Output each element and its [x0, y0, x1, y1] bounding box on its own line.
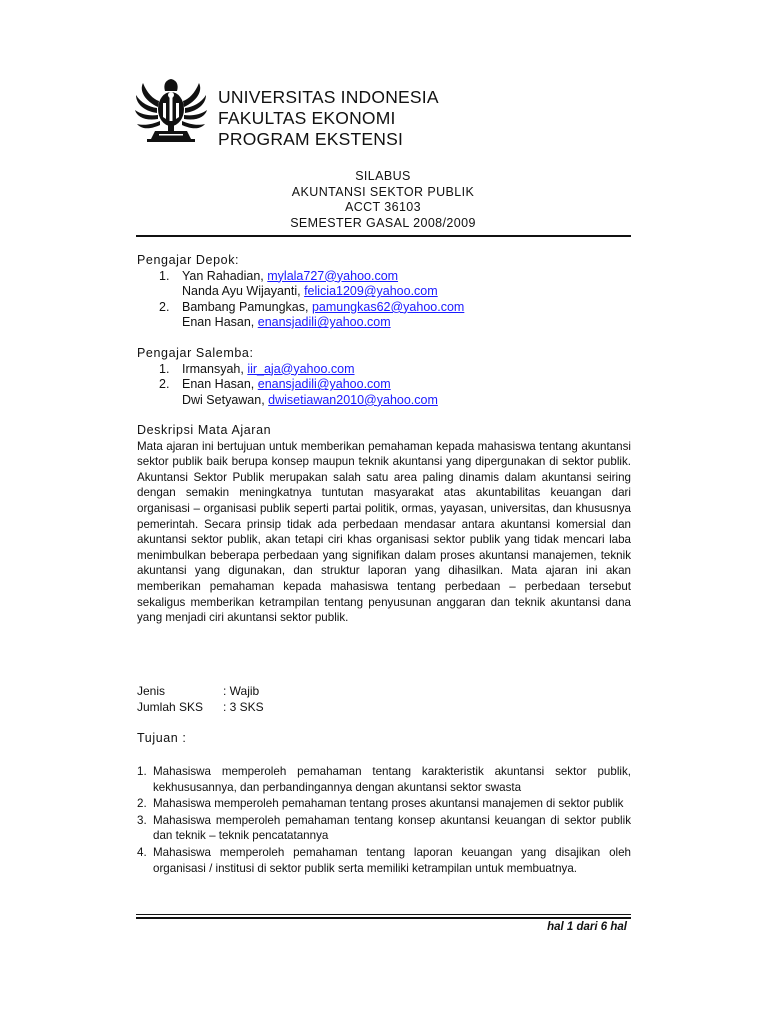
email-link[interactable]: iir_aja@yahoo.com: [247, 361, 355, 376]
goal-text: Mahasiswa memperoleh pemahaman tentang konsep akuntansi keuangan di sektor publik dan teknik – teknik pencatatannya: [153, 813, 631, 843]
description-body: Mata ajaran ini bertujuan untuk memberikan pemahaman kepada mahasiswa tentang akuntansi sektor publik baik berupa konsep maupun teknik akuntansi yang dipergunakan di sektor publik. Akuntansi Sektor Publik merupakan salah satu area paling dinamis dalam akuntansi seiring dengan semakin meningkatnya tuntutan masyarakat atas akuntabilitas keuangan dari organisasi – organisasi publik seperti partai politik, ormas, yayasan, universitas, dan khususnya pemerintah. Secara prinsip tidak ada perbedaan mendasar antara akuntansi komersial dan akuntansi sektor publik, akan tetapi ciri khas organisasi sektor publik yang tidak mencari laba menimbulkan beberapa perbedaan yang signifikan dalam proses akuntansi manajemen, teknik akuntansi yang digunakan, dan struktur laporan yang dihasilkan. Mata ajaran ini akan memberikan pemahaman kepada mahasiswa tentang perbedaan – perbedaan tersebut sekaligus memberikan ketrampilan tentang penyusunan anggaran dan teknik akuntansi dana yang menjadi ciri akuntansi sektor publik.: [137, 439, 631, 625]
goal-text: Mahasiswa memperoleh pemahaman tentang laporan keuangan yang disajikan oleh organisasi / institusi di sektor publik serta memiliki ketrampilan untuk membuatnya.: [153, 845, 631, 875]
syllabus-title: [136, 169, 630, 231]
description-heading: Deskripsi Mata Ajaran: [137, 423, 272, 437]
email-link[interactable]: enansjadili@yahoo.com: [257, 315, 391, 330]
email-link[interactable]: dwisetiawan2010@yahoo.com: [268, 392, 438, 407]
goal-text: Mahasiswa memperoleh pemahaman tentang karakteristik akuntansi sektor publik, kekhususannya, dan perbandingannya dengan akuntansi sektor swasta: [153, 765, 631, 794]
title-line-2: AKUNTANSI SEKTOR PUBLIK: [291, 184, 475, 199]
institution-header: [218, 87, 439, 150]
lecturer-name: Nanda Ayu Wijayanti,: [182, 284, 305, 299]
list-item: 2. Enan Hasan, enansjadili@yahoo.com: [159, 377, 391, 392]
salemba-section: [137, 346, 631, 408]
depok-heading: Pengajar Depok:: [137, 253, 240, 267]
list-item: 4. Mahasiswa memperoleh pemahaman tentang laporan keuangan yang disajikan oleh organisasi / institusi di sektor publik serta memiliki ketrampilan untuk membuatnya.: [137, 845, 631, 875]
university-name: UNIVERSITAS INDONESIA: [218, 87, 439, 107]
lecturer-name: Yan Rahadian,: [182, 268, 268, 283]
jenis-label: Jenis: [137, 684, 166, 698]
title-line-1: SILABUS: [355, 169, 411, 183]
depok-list: [137, 269, 631, 331]
goals-heading-block: [137, 731, 631, 747]
goals-list: [137, 764, 631, 876]
goal-text: Mahasiswa memperoleh pemahaman tentang proses akuntansi manajemen di sektor publik: [153, 797, 624, 811]
lecturer-name: Enan Hasan,: [182, 377, 258, 392]
email-link[interactable]: felicia1209@yahoo.com: [304, 284, 438, 299]
list-item: 2. Mahasiswa memperoleh pemahaman tentang proses akuntansi manajemen di sektor publik: [137, 797, 624, 811]
title-line-4: SEMESTER GASAL 2008/2009: [290, 215, 476, 230]
list-item: 2. Bambang Pamungkas, pamungkas62@yahoo.com: [159, 299, 465, 314]
course-info: [137, 683, 631, 715]
email-link[interactable]: enansjadili@yahoo.com: [257, 377, 391, 392]
list-item: 1. Yan Rahadian, mylala727@yahoo.com: [159, 268, 399, 283]
top-divider: [136, 235, 631, 237]
list-item: [137, 393, 631, 409]
jenis-row: [137, 683, 631, 699]
lecturer-name: Bambang Pamungkas,: [182, 299, 312, 314]
faculty-name: FAKULTAS EKONOMI: [218, 108, 396, 128]
depok-section: [137, 253, 631, 331]
lecturer-name: Dwi Setyawan,: [182, 392, 269, 407]
list-item: [137, 284, 631, 300]
page-number: hal 1 dari 6 hal: [547, 921, 627, 933]
description-section: [137, 423, 631, 626]
lecturer-name: Enan Hasan,: [182, 315, 258, 330]
jenis-value: : Wajib: [223, 684, 260, 698]
salemba-list: [137, 362, 631, 409]
email-link[interactable]: pamungkas62@yahoo.com: [311, 299, 465, 314]
program-name: PROGRAM EKSTENSI: [218, 129, 404, 149]
university-seal-icon: [135, 79, 207, 143]
lecturer-name: Irmansyah,: [182, 361, 248, 376]
goals-heading: Tujuan :: [137, 731, 187, 745]
sks-label: Jumlah SKS: [137, 700, 204, 714]
list-item: [137, 315, 631, 331]
email-link[interactable]: mylala727@yahoo.com: [267, 268, 399, 283]
list-item: 1. Mahasiswa memperoleh pemahaman tentang karakteristik akuntansi sektor publik, kekhususannya, dan perbandingannya dengan akuntansi sektor swasta: [137, 765, 631, 794]
sks-row: [137, 699, 631, 715]
salemba-heading: Pengajar Salemba:: [137, 346, 254, 360]
sks-value: : 3 SKS: [223, 700, 264, 714]
list-item: 3. Mahasiswa memperoleh pemahaman tentang konsep akuntansi keuangan di sektor publik dan teknik – teknik pencatatannya: [137, 813, 631, 843]
title-line-3: ACCT 36103: [344, 200, 422, 214]
bottom-divider-thick: [136, 917, 631, 919]
list-item: 1. Irmansyah, iir_aja@yahoo.com: [159, 361, 355, 376]
goals-section: [137, 764, 631, 877]
bottom-divider-thin: [136, 914, 631, 915]
